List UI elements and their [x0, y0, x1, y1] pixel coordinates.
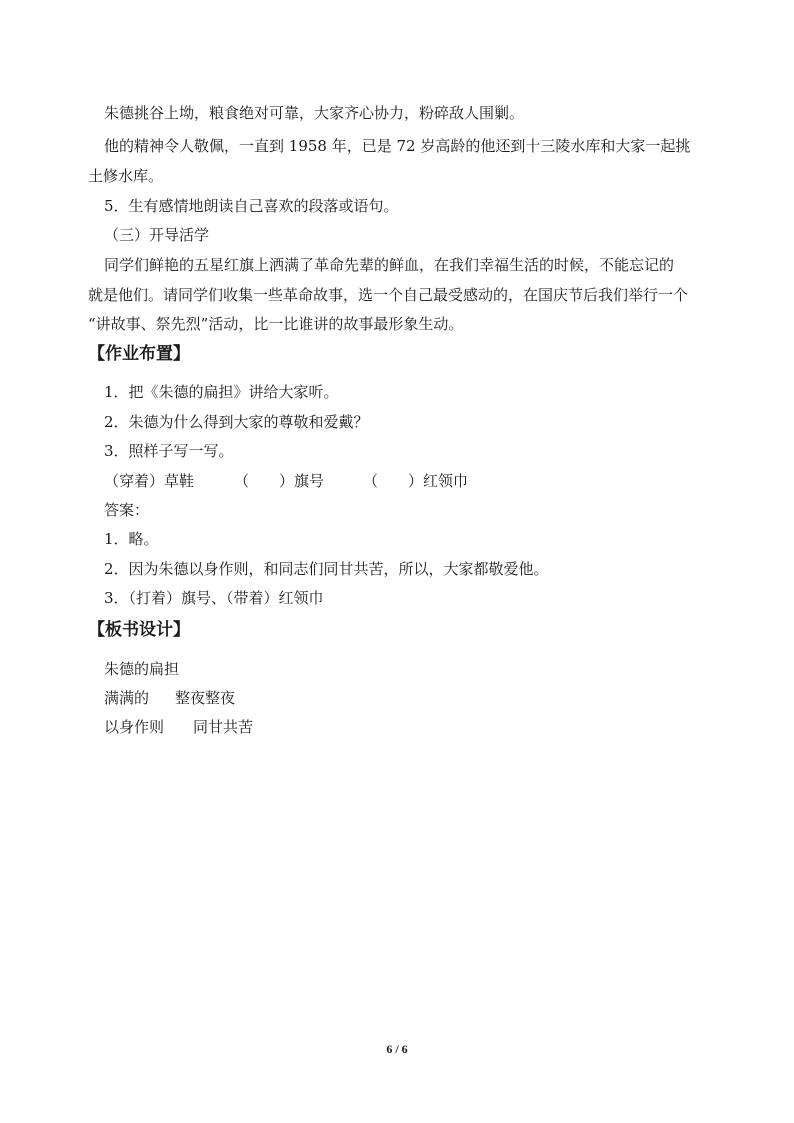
list-item-5: 5．生有感情地朗读自己喜欢的段落或语句。 — [104, 197, 399, 215]
example-phrase-2: （ ）旗号 — [234, 472, 325, 490]
homework-question-1: 1．把《朱德的扁担》讲给大家听。 — [104, 383, 339, 401]
homework-question-2: 2．朱德为什么得到大家的尊敬和爱戴？ — [104, 413, 369, 431]
board-row-1-right: 整夜整夜 — [175, 689, 236, 707]
answer-label: 答案： — [104, 501, 150, 519]
body-paragraph-3-line-2: 就是他们。请同学们收集一些革命故事，选一个自己最受感动的，在国庆节后我们举行一个 — [88, 286, 689, 304]
body-paragraph-2-line-2: 土修水库。 — [88, 167, 164, 185]
example-phrase-3: （ ）红领巾 — [363, 472, 469, 490]
board-design-heading: 【板书设计】 — [88, 620, 190, 640]
answer-1: 1．略。 — [104, 530, 159, 548]
section-heading-3: （三）开导活学 — [104, 226, 210, 244]
board-row-2-left: 以身作则 — [104, 718, 165, 736]
example-phrase-1: （穿着）草鞋 — [104, 472, 195, 490]
homework-question-3: 3．照样子写一写。 — [104, 442, 234, 460]
homework-heading: 【作业布置】 — [88, 344, 190, 364]
board-row-1-left: 满满的 — [104, 689, 150, 707]
body-line-1: 朱德挑谷上坳，粮食绝对可靠，大家齐心协力，粉碎敌人围剿。 — [104, 104, 525, 122]
board-row-2-right: 同甘共苦 — [193, 718, 254, 736]
board-title: 朱德的扁担 — [104, 660, 180, 678]
page-number: 6 / 6 — [386, 1042, 408, 1056]
answer-3: 3．（打着）旗号、（带着）红领巾 — [104, 589, 324, 607]
body-paragraph-3-line-3: “讲故事、祭先烈”活动，比一比谁讲的故事最形象生动。 — [88, 315, 464, 333]
answer-2: 2．因为朱德以身作则，和同志们同甘共苦，所以，大家都敬爱他。 — [104, 560, 549, 578]
body-paragraph-3-line-1: 同学们鲜艳的五星红旗上洒满了革命先辈的鲜血，在我们幸福生活的时候，不能忘记的 — [104, 256, 675, 274]
body-paragraph-2-line-1: 他的精神令人敬佩，一直到 1958 年，已是 72 岁高龄的他还到十三陵水库和大家一起挑 — [104, 137, 691, 155]
